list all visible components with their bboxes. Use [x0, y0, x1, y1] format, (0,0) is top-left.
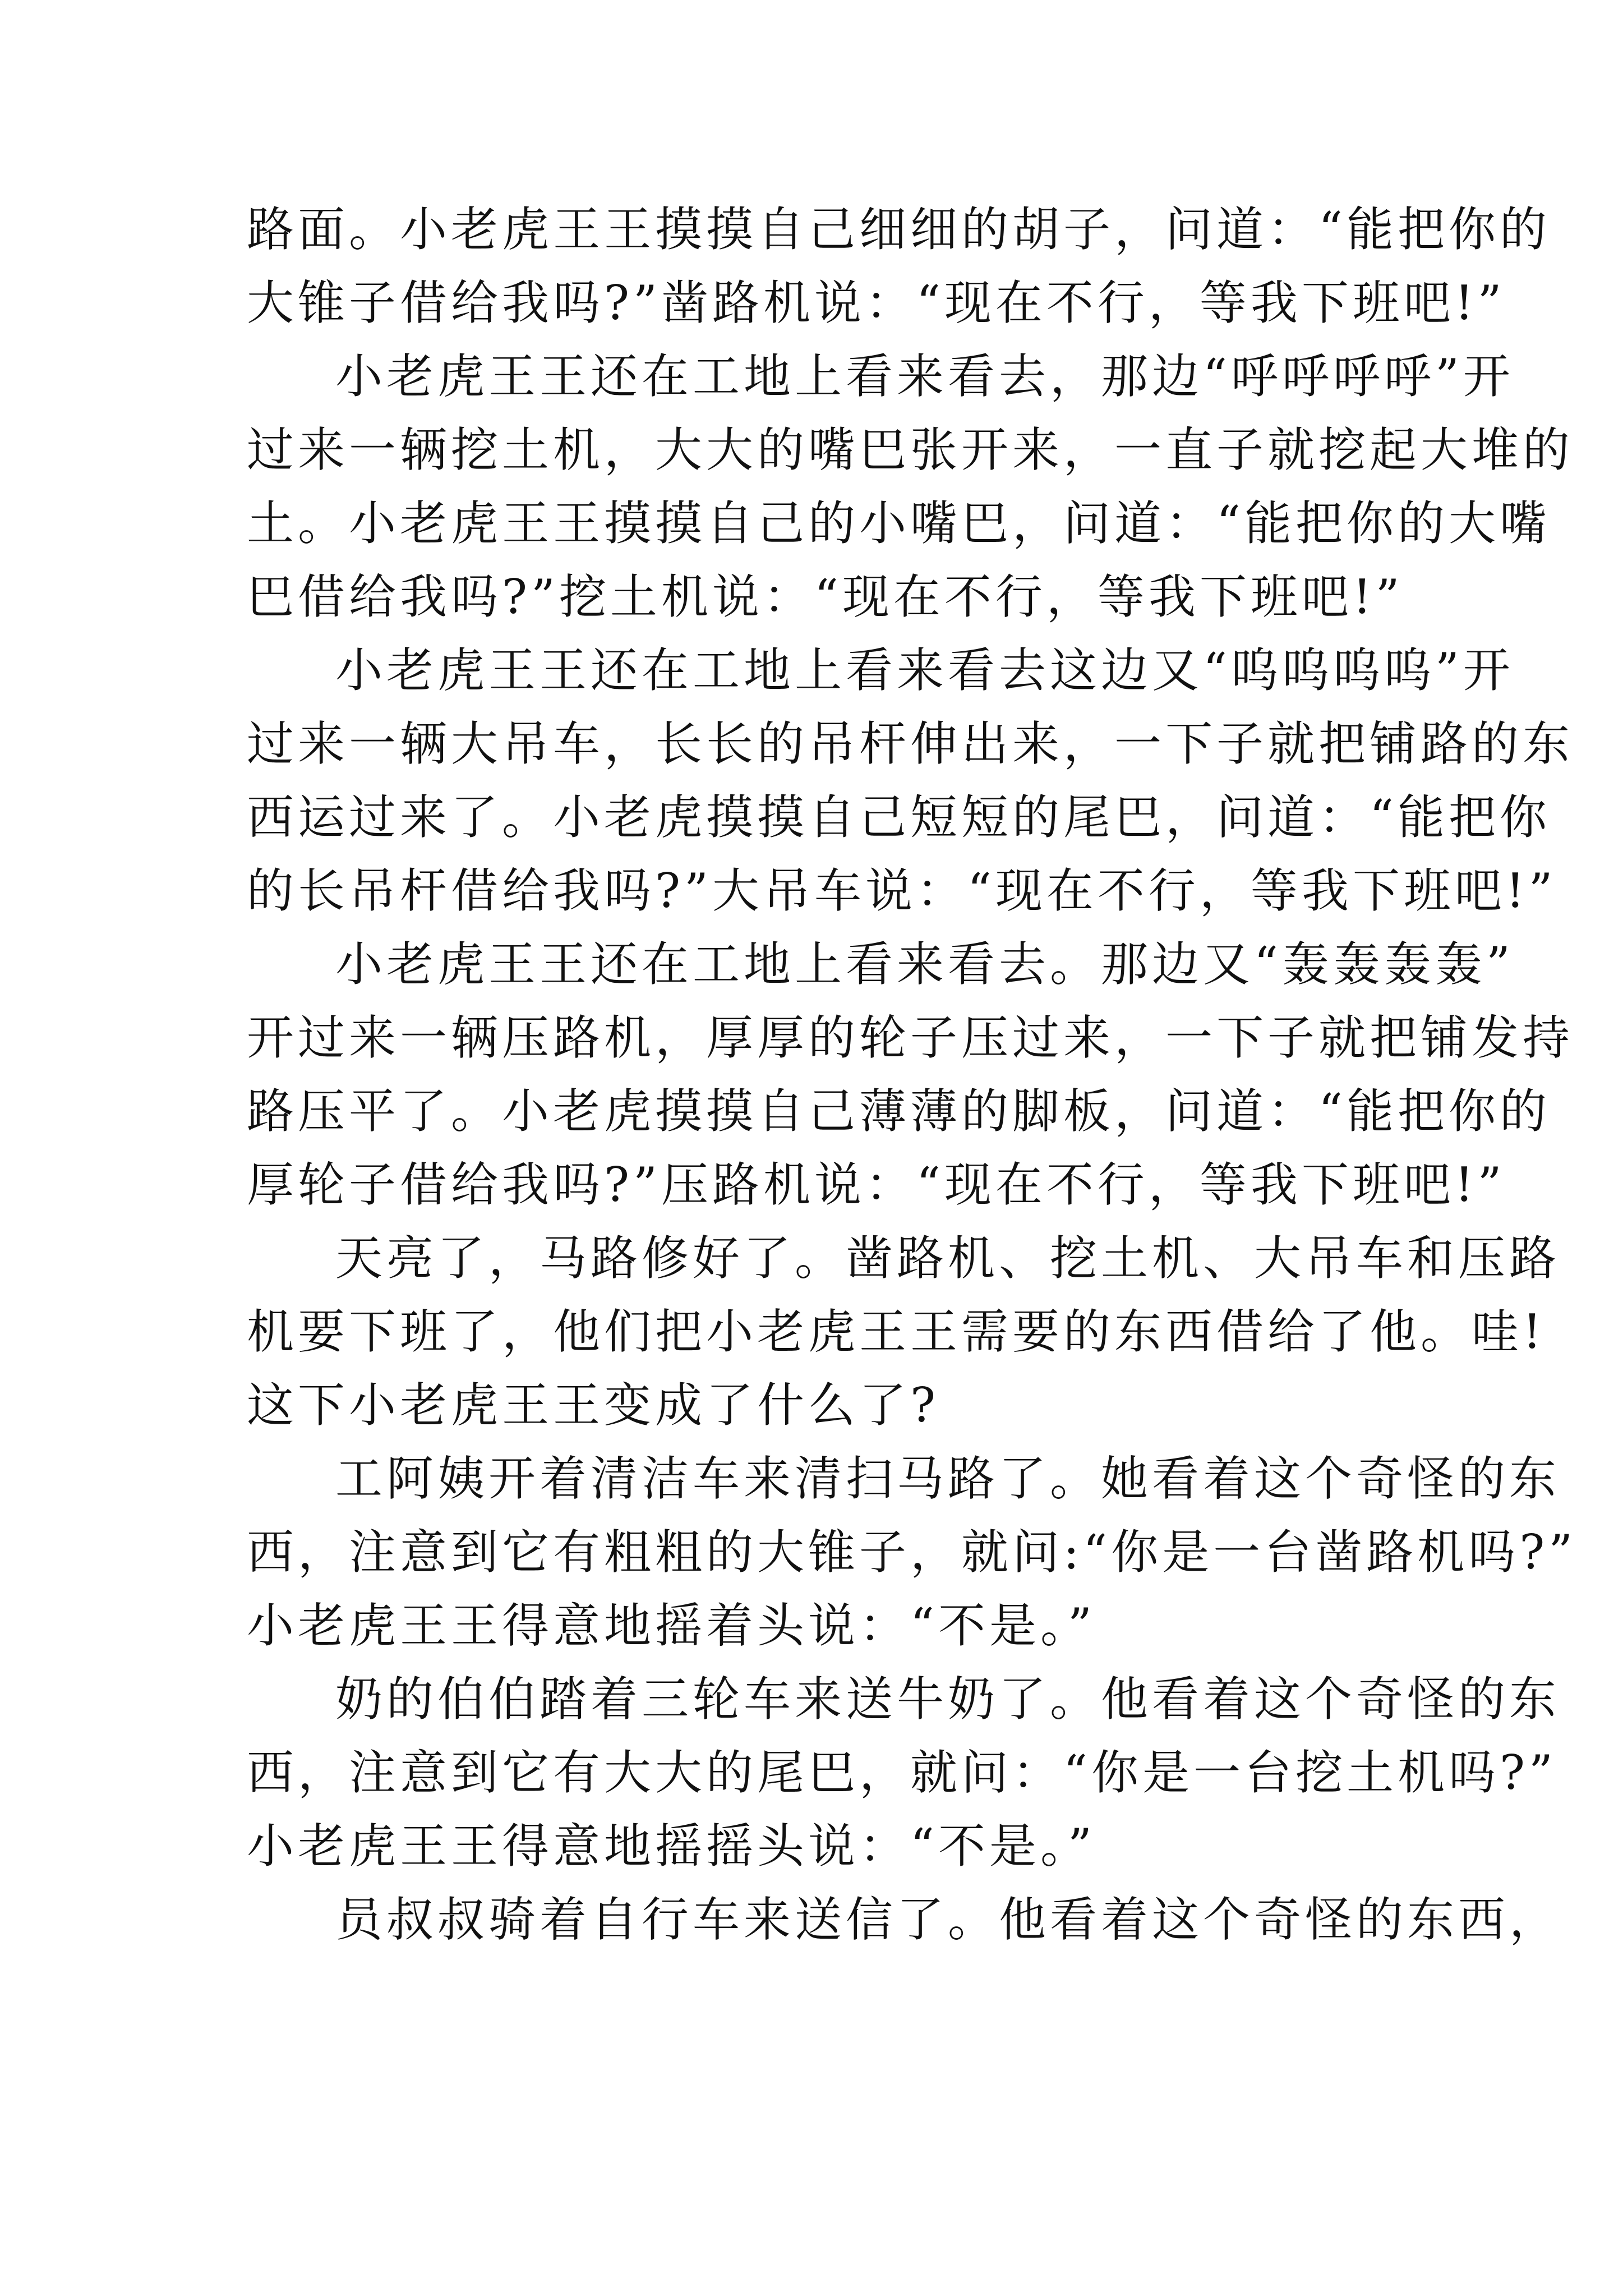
text-line: 的长吊杆借给我吗?”大吊车说：“现在不行，等我下班吧!” — [247, 863, 1557, 918]
text-line: 巴借给我吗?”挖土机说：“现在不行，等我下班吧!” — [247, 569, 1404, 624]
text-line: 厚轮子借给我吗?”压路机说：“现在不行，等我下班吧!” — [247, 1157, 1506, 1212]
text-line: 小老虎王王得意地摇摇头说：“不是。” — [247, 1819, 1096, 1874]
text-line: 土。小老虎王王摸摸自己的小嘴巴，问道：“能把你的大嘴 — [247, 496, 1551, 551]
text-line: 西，注意到它有大大的尾巴，就问：“你是一台挖土机吗?” — [247, 1745, 1557, 1800]
text-line: 这下小老虎王王变成了什么了? — [247, 1378, 940, 1433]
text-line: 路压平了。小老虎摸摸自己薄薄的脚板，问道：“能把你的 — [247, 1084, 1551, 1139]
story-text — [247, 193, 1577, 1957]
text-line: 大锥子借给我吗?”凿路机说：“现在不行，等我下班吧!” — [247, 275, 1506, 330]
paragraph-first-line: 小老虎王王还在工地上看来看去这边又“呜呜呜呜”开 — [335, 643, 1514, 698]
paragraph-first-line: 天亮了，马路修好了。凿路机、挖土机、大吊车和压路 — [335, 1231, 1561, 1286]
paragraph-first-line: 奶的伯伯踏着三轮车来送牛奶了。他看着这个奇怪的东 — [335, 1672, 1561, 1727]
paragraph-first-line: 小老虎王王还在工地上看来看去，那边“呼呼呼呼”开 — [335, 349, 1514, 404]
paragraph-first-line: 工阿姨开着清洁车来清扫马路了。她看着这个奇怪的东 — [335, 1451, 1561, 1506]
paragraph-first-line: 员叔叔骑着自行车来送信了。他看着这个奇怪的东西， — [335, 1892, 1561, 1947]
text-line: 过来一辆大吊车，长长的吊杆伸出来，一下子就把铺路的东 — [247, 716, 1574, 771]
text-line: 机要下班了，他们把小老虎王王需要的东西借给了他。哇! — [247, 1304, 1546, 1359]
text-line: 西运过来了。小老虎摸摸自己短短的尾巴，问道：“能把你 — [247, 790, 1551, 845]
text-line: 西，注意到它有粗粗的大锥子，就问:“你是一台凿路机吗?” — [247, 1525, 1577, 1580]
text-line: 小老虎王王得意地摇着头说：“不是。” — [247, 1598, 1096, 1653]
text-line: 路面。小老虎王王摸摸自己细细的胡子，问道：“能把你的 — [247, 202, 1551, 257]
text-line: 开过来一辆压路机，厚厚的轮子压过来，一下子就把铺发持 — [247, 1010, 1574, 1065]
text-line: 过来一辆挖土机，大大的嘴巴张开来，一直子就挖起大堆的 — [247, 422, 1574, 477]
paragraph-first-line: 小老虎王王还在工地上看来看去。那边又“轰轰轰轰” — [335, 937, 1514, 992]
